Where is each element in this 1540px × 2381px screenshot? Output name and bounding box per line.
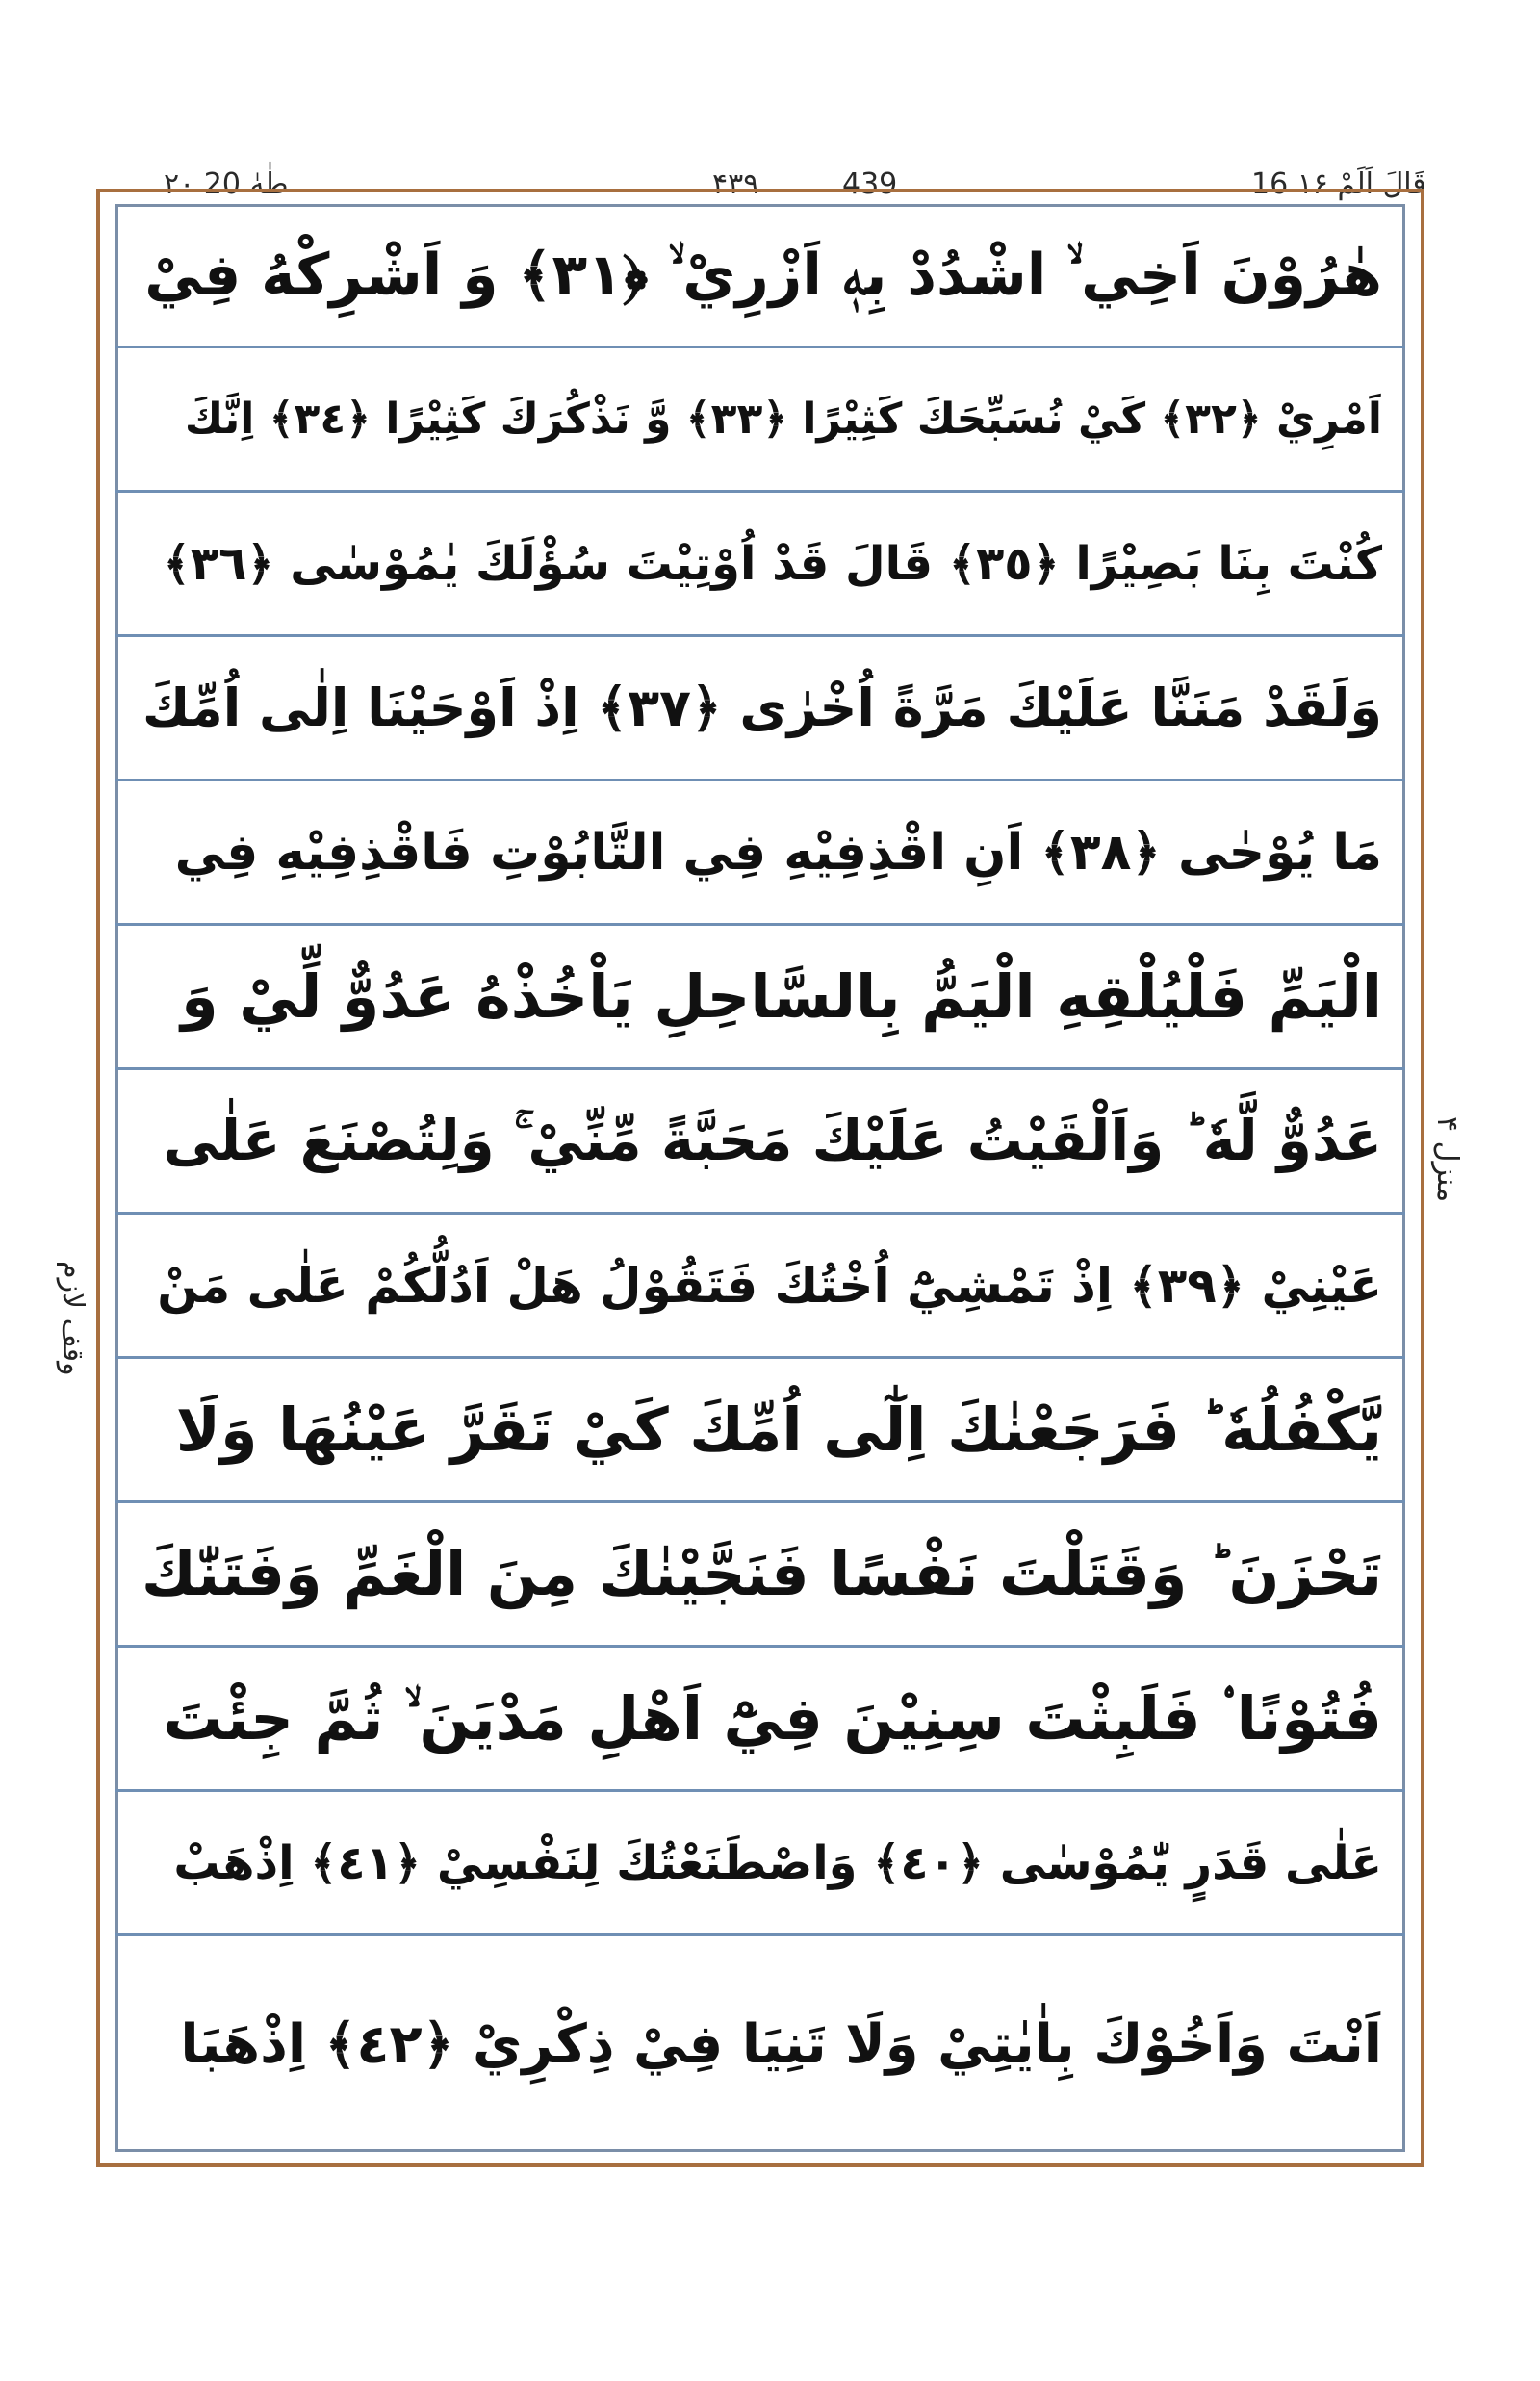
- line-text: هٰرُوْنَ اَخِي ۙ اشْدُدْ بِهٖ اَزْرِيْ ۙ ﴿٣١﴾ وَ اَشْرِكْهُ فِيْ: [144, 241, 1382, 309]
- page-number-urdu: ۴۳۹: [712, 167, 759, 201]
- line-text: عَدُوٌّ لَّهٗ ؕ وَاَلْقَيْتُ عَلَيْكَ مَحَبَّةً مِّنِّيْ ۚ وَلِتُصْنَعَ عَلٰى: [163, 1108, 1382, 1173]
- text-line: [116, 493, 1405, 637]
- line-text: فُتُوْنًا ۟ فَلَبِثْتَ سِنِيْنَ فِيْٓ اَهْلِ مَدْيَنَ ۙ ثُمَّ جِئْتَ: [163, 1682, 1382, 1754]
- page-number: 439: [842, 167, 898, 201]
- line-text: اَمْرِيْ ﴿٣٢﴾ كَيْ نُسَبِّحَكَ كَثِيْرًا ﴿٣٣﴾ وَّ نَذْكُرَكَ كَثِيْرًا ﴿٣٤﴾ اِنَّكَ: [184, 395, 1382, 444]
- text-line: [116, 1648, 1405, 1792]
- text-line: [116, 1359, 1405, 1503]
- manzil-marker: منزل ۴: [1430, 1116, 1464, 1203]
- surah-label: ۲۰ طٰهٰ 20: [164, 167, 289, 201]
- text-line: [116, 1215, 1405, 1359]
- para-label: 16 قَالَ اَلَمْ ۱۶: [1251, 167, 1426, 201]
- text-line: [116, 204, 1405, 348]
- text-line: [116, 1936, 1405, 2152]
- text-line: [116, 348, 1405, 493]
- line-text: اَنْتَ وَاَخُوْكَ بِاٰيٰتِيْ وَلَا تَنِيَا فِيْ ذِكْرِيْ ﴿٤٢﴾ اِذْهَبَا: [180, 2012, 1382, 2076]
- text-line: [116, 1070, 1405, 1215]
- text-line: [116, 781, 1405, 926]
- line-text: الْيَمِّ فَلْيُلْقِهِ الْيَمُّ بِالسَّاحِلِ يَاْخُذْهُ عَدُوٌّ لِّيْ وَ: [181, 961, 1382, 1032]
- text-line: [116, 926, 1405, 1070]
- text-line: [116, 637, 1405, 781]
- text-line: [116, 1792, 1405, 1936]
- text-line: [116, 1503, 1405, 1648]
- line-text: وَلَقَدْ مَنَنَّا عَلَيْكَ مَرَّةً اُخْرٰى ﴿٣٧﴾ اِذْ اَوْحَيْنَا اِلٰى اُمِّكَ: [142, 678, 1382, 738]
- waqf-marker: وقف لازم: [56, 1261, 90, 1376]
- line-text: مَا يُوْحٰى ﴿٣٨﴾ اَنِ اقْذِفِيْهِ فِي التَّابُوْتِ فَاقْذِفِيْهِ فِي: [174, 823, 1382, 882]
- line-text: يَّكْفُلُهٗ ؕ فَرَجَعْنٰكَ اِلٰٓى اُمِّكَ كَيْ تَقَرَّ عَيْنُهَا وَلَا: [175, 1395, 1382, 1465]
- line-text: كُنْتَ بِنَا بَصِيْرًا ﴿٣٥﴾ قَالَ قَدْ اُوْتِيْتَ سُؤْلَكَ يٰمُوْسٰى ﴿٣٦﴾: [163, 536, 1382, 591]
- line-text: عَيْنِيْ ﴿٣٩﴾ اِذْ تَمْشِيْٓ اُخْتُكَ فَتَقُوْلُ هَلْ اَدُلُّكُمْ عَلٰى مَنْ: [157, 1257, 1382, 1314]
- line-text: عَلٰى قَدَرٍ يّٰمُوْسٰى ﴿٤٠﴾ وَاصْطَنَعْتُكَ لِنَفْسِيْ ﴿٤١﴾ اِذْهَبْ: [173, 1835, 1382, 1890]
- line-text: تَحْزَنَ ؕ وَقَتَلْتَ نَفْسًا فَنَجَّيْنٰكَ مِنَ الْغَمِّ وَفَتَنّٰكَ: [141, 1539, 1382, 1609]
